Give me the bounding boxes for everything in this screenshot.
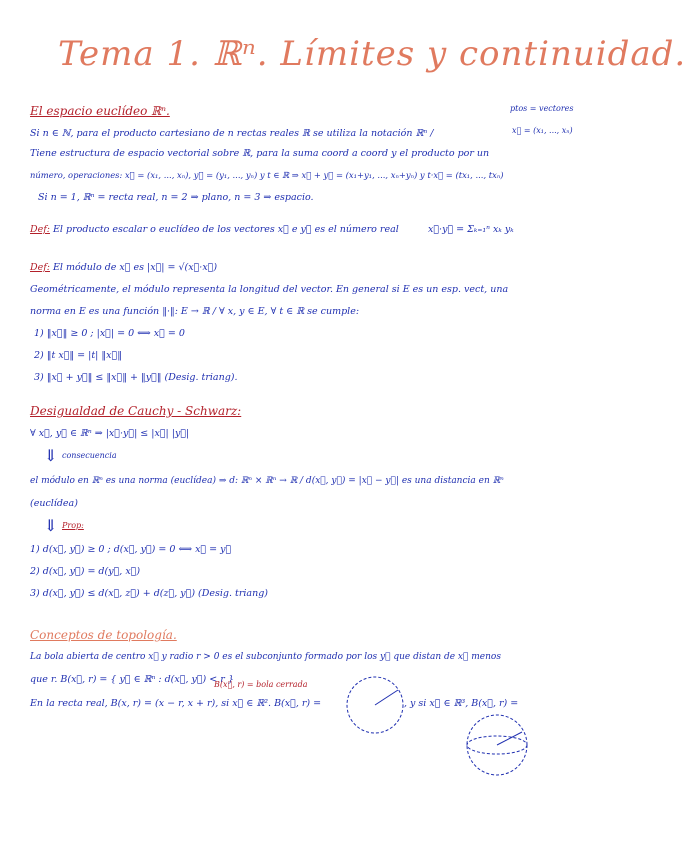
down-arrow-icon: ⇓ — [44, 516, 58, 535]
distance-property-1: 1) d(x⃗, y⃗) ≥ 0 ; d(x⃗, y⃗) = 0 ⟺ x⃗ = y⃗ — [30, 544, 232, 555]
section-heading-cauchy: Desigualdad de Cauchy - Schwarz: — [30, 404, 242, 418]
topo-line-2: que r. B(x⃗, r) = { y⃗ ∈ ℝⁿ : d(x⃗, y⃗) < r } — [30, 674, 234, 685]
prop-label: Prop: — [62, 521, 84, 530]
def-label: Def: — [30, 262, 50, 273]
section-heading-topology: Conceptos de topología. — [30, 628, 177, 642]
norm-property-1: 1) ‖x⃗‖ ≥ 0 ; |x⃗| = 0 ⟺ x⃗ = 0 — [34, 328, 185, 339]
distance-property-2: 2) d(x⃗, y⃗) = d(y⃗, x⃗) — [30, 566, 141, 577]
ball-3d-radius — [497, 732, 522, 745]
topo-line-3: En la recta real, B(x, r) = (x − r, x + r), si x⃗ ∈ ℝ². B(x⃗, r) = — [30, 698, 322, 709]
topo-line-1: La bola abierta de centro x⃗ y radio r > 0 es el subconjunto formado por los y⃗ que distan de x⃗ menos — [30, 652, 501, 662]
closed-ball-note: B(x⃗, r) = bola cerrada — [214, 680, 308, 689]
norm-property-2: 2) ‖t x⃗‖ = |t| ‖x⃗‖ — [34, 350, 122, 361]
def-scalar-text: El producto escalar o euclídeo de los vectores x⃗ e y⃗ es el número real — [53, 224, 399, 235]
down-arrow-icon: ⇓ — [44, 446, 58, 465]
geom-line-2: norma en E es una función ‖·‖: E → ℝ / ∀ x, y ∈ E, ∀ t ∈ ℝ se cumple: — [30, 306, 360, 317]
scalar-product-formula: x⃗·y⃗ = Σₖ₌₁ⁿ xₖ yₖ — [428, 224, 514, 235]
euclid-line-3: número, operaciones: x⃗ = (x₁, ..., xₙ), y⃗ = (y₁, ..., yₙ) y t ∈ ℝ ⇒ x⃗ + y⃗ = (x₁+y₁, ..., xₙ+yₙ) y t·x⃗ = (tx₁, ..., txₙ) — [30, 170, 504, 180]
topo-line-3b: , y si x⃗ ∈ ℝ³, B(x⃗, r) = — [404, 698, 519, 709]
norm-property-3: 3) ‖x⃗ + y⃗‖ ≤ ‖x⃗‖ + ‖y⃗‖ (Desig. triang). — [34, 372, 238, 383]
cauchy-line-2: (euclídea) — [30, 498, 78, 509]
consequence-label: consecuencia — [62, 451, 117, 460]
geom-line-1: Geométricamente, el módulo representa la longitud del vector. En general si E es un esp. vect, una — [30, 284, 509, 295]
side-note-vector-tuple: x⃗ = (x₁, ..., xₙ) — [512, 126, 573, 135]
def-modulus-text: El módulo de x⃗ es |x⃗| = √(x⃗·x⃗) — [53, 262, 218, 273]
section-heading-euclid: El espacio euclídeo ℝⁿ. — [30, 104, 170, 118]
page-title: Tema 1. ℝⁿ. Límites y continuidad. — [58, 34, 686, 74]
side-note-points-vectors: ptos = vectores — [510, 104, 574, 113]
ball-2d-radius — [375, 690, 398, 705]
def-label: Def: — [30, 224, 50, 235]
cauchy-statement: ∀ x⃗, y⃗ ∈ ℝⁿ ⇒ |x⃗·y⃗| ≤ |x⃗| |y⃗| — [30, 428, 190, 439]
distance-property-3: 3) d(x⃗, y⃗) ≤ d(x⃗, z⃗) + d(z⃗, y⃗) (Desig. triang) — [30, 588, 269, 599]
euclid-line-4: Si n = 1, ℝⁿ = recta real, n = 2 ⇒ plano, n = 3 ⇒ espacio. — [38, 192, 314, 203]
euclid-line-1: Si n ∈ ℕ, para el producto cartesiano de n rectas reales ℝ se utiliza la notación ℝⁿ / — [30, 128, 434, 139]
cauchy-line-1: el módulo en ℝⁿ es una norma (euclídea) ⇒ d: ℝⁿ × ℝⁿ → ℝ / d(x⃗, y⃗) = |x⃗ − y⃗| es una distancia en ℝⁿ — [30, 476, 504, 486]
euclid-line-2: Tiene estructura de espacio vectorial sobre ℝ, para la suma coord a coord y el producto por un — [30, 148, 490, 159]
